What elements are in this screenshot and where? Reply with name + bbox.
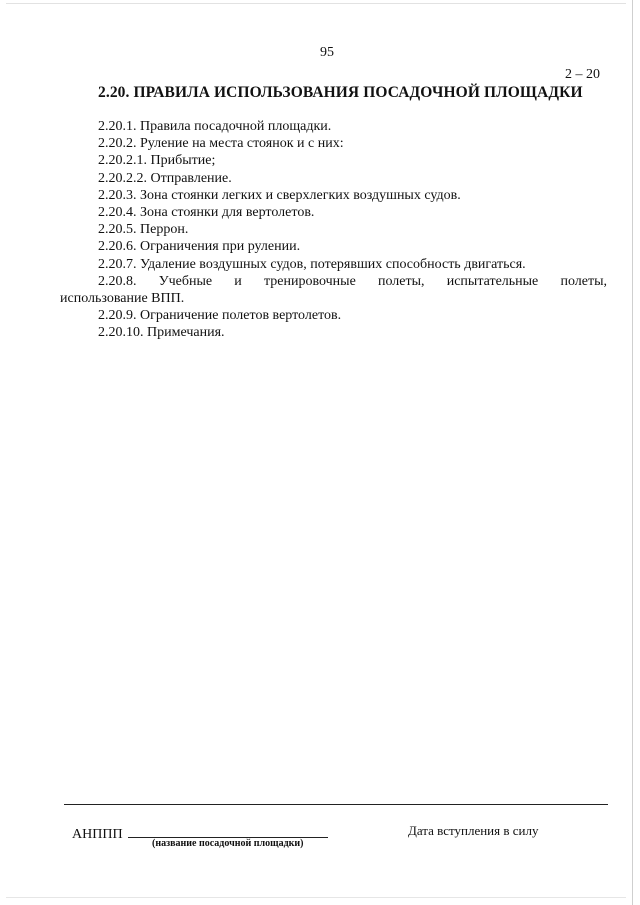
contents-item-continuation: использование ВПП. — [60, 291, 185, 307]
contents-item: 2.20.8. Учебные и тренировочные полеты, испытательные полеты, — [98, 273, 607, 289]
scan-edge-bottom — [6, 897, 626, 898]
footer-label: АНППП — [72, 827, 123, 842]
section-title: 2.20. ПРАВИЛА ИСПОЛЬЗОВАНИЯ ПОСАДОЧНОЙ ПЛОЩАДКИ — [98, 84, 583, 101]
blank-caption: (название посадочной площадки) — [152, 838, 304, 849]
footer-divider — [64, 804, 608, 805]
contents-item: 2.20.1. Правила посадочной площадки. — [98, 119, 332, 134]
contents-item: 2.20.2.1. Прибытие; — [98, 153, 216, 169]
contents-item: 2.20.10. Примечания. — [98, 325, 225, 341]
scan-edge-top — [6, 3, 626, 4]
section-code: 2 – 20 — [565, 67, 600, 82]
effective-date-label: Дата вступления в силу — [408, 823, 539, 838]
contents-item: 2.20.9. Ограничение полетов вертолетов. — [98, 308, 342, 324]
contents-item: 2.20.4. Зона стоянки для вертолетов. — [98, 205, 315, 221]
contents-list — [60, 118, 607, 342]
contents-item: 2.20.5. Перрон. — [98, 222, 189, 238]
aerodrome-name-blank — [128, 823, 328, 838]
contents-item: 2.20.3. Зона стоянки легких и сверхлегких воздушных судов. — [98, 187, 461, 203]
contents-item: 2.20.6. Ограничения при рулении. — [98, 239, 301, 255]
contents-item: 2.20.2. Руление на места стоянок и с них: — [98, 136, 344, 152]
page-number: 95 — [320, 45, 334, 60]
contents-item: 2.20.7. Удаление воздушных судов, потерявших способность двигаться. — [98, 256, 526, 272]
contents-item: 2.20.2.2. Отправление. — [98, 170, 232, 186]
